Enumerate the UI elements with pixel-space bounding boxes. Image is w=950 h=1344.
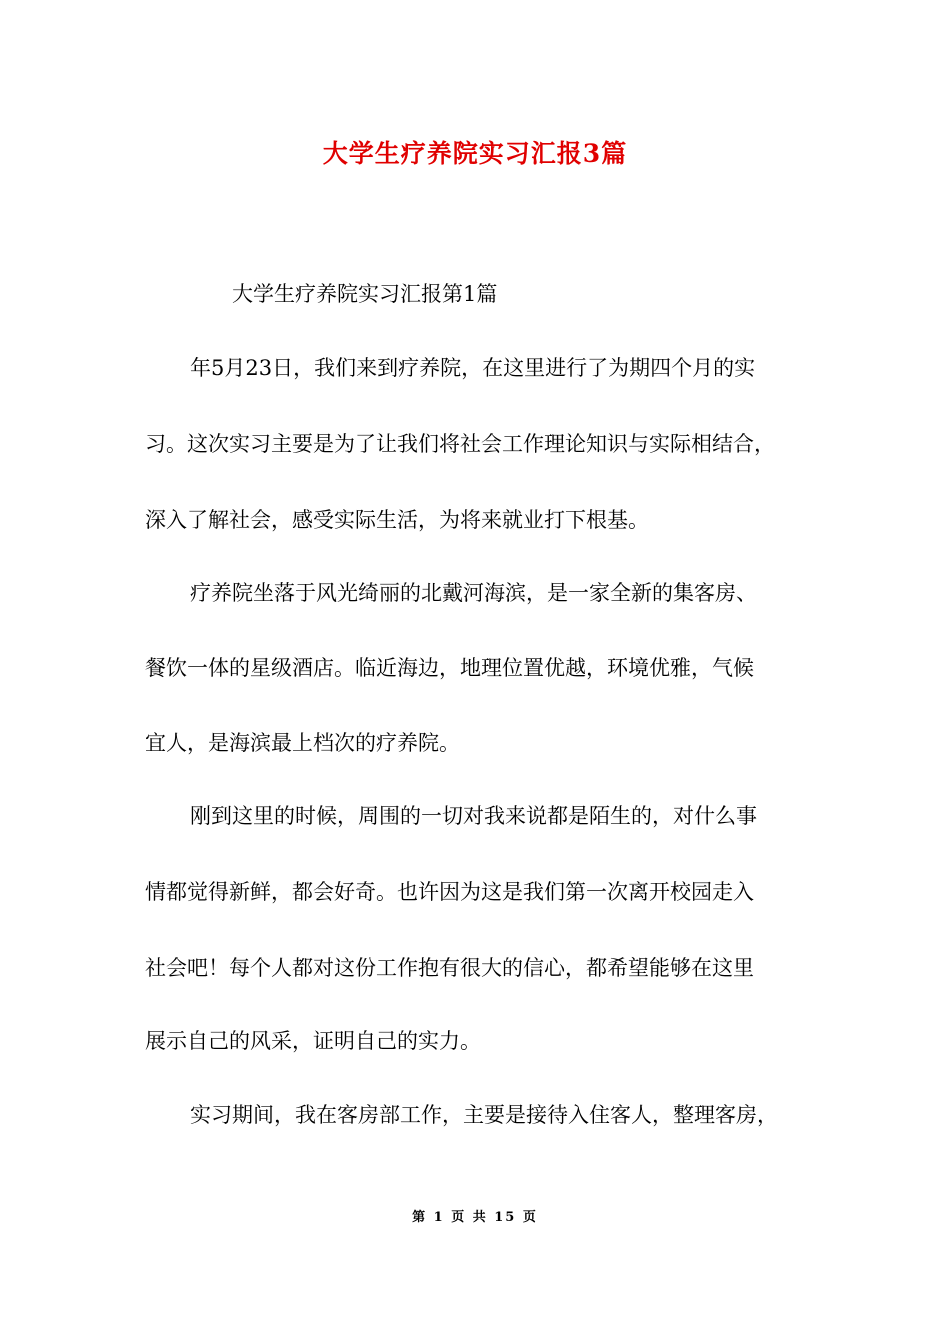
paragraph-line: 展示自己的风采，证明自己的实力。 <box>145 1029 481 1053</box>
paragraph-line: 刚到这里的时候，周围的一切对我来说都是陌生的，对什么事 <box>190 804 757 828</box>
paragraph-line: 年5月23日，我们来到疗养院，在这里进行了为期四个月的实 <box>190 356 756 380</box>
section-heading: 大学生疗养院实习汇报第1篇 <box>232 282 498 306</box>
document-title: 大学生疗养院实习汇报3篇 <box>322 139 628 168</box>
paragraph-line: 疗养院坐落于风光绮丽的北戴河海滨，是一家全新的集客房、 <box>190 581 757 605</box>
page-number-footer: 第 1 页 共 15 页 <box>412 1210 538 1225</box>
paragraph-line: 社会吧！每个人都对这份工作抱有很大的信心，都希望能够在这里 <box>145 956 754 980</box>
paragraph-line: 宜人，是海滨最上档次的疗养院。 <box>145 731 460 755</box>
paragraph-line: 习。这次实习主要是为了让我们将社会工作理论知识与实际相结合， <box>145 432 775 456</box>
paragraph-line: 实习期间，我在客房部工作，主要是接待入住客人，整理客房， <box>190 1103 778 1127</box>
paragraph-line: 餐饮一体的星级酒店。临近海边，地理位置优越，环境优雅，气候 <box>145 656 754 680</box>
paragraph-line: 情都觉得新鲜，都会好奇。也许因为这是我们第一次离开校园走入 <box>145 880 754 904</box>
paragraph-line: 深入了解社会，感受实际生活，为将来就业打下根基。 <box>145 508 649 532</box>
